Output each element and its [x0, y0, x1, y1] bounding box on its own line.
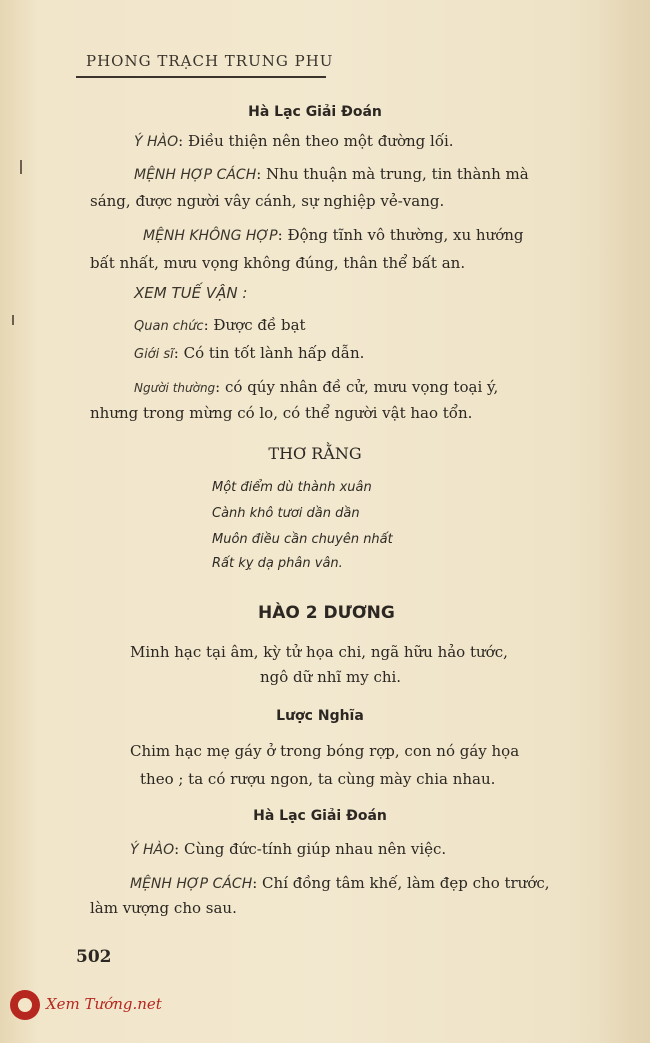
margin-mark	[12, 315, 14, 325]
section-title: Hà Lạc Giải Đoán	[253, 808, 387, 824]
y-hao-text: : Cùng đức-tính giúp nhau nên việc.	[174, 840, 447, 858]
nguoi-thuong-text-cont: nhưng trong mừng có lo, có thể người vật hao tổn.	[90, 404, 473, 422]
running-head-rule	[76, 76, 326, 78]
section-title: Hà Lạc Giải Đoán	[248, 104, 382, 120]
page-edge-shadow	[570, 0, 650, 1043]
menh-hop-text: : Chí đồng tâm khế, làm đẹp cho trước,	[252, 874, 550, 892]
luoc-nghia-text: Chim hạc mẹ gáy ở trong bóng rợp, con nó gáy họa	[130, 742, 520, 760]
poem-line: Rất kỵ dạ phân vân.	[212, 556, 343, 571]
poem-heading: THƠ RẰNG	[268, 444, 362, 463]
luoc-nghia-text-cont: theo ; ta có rượu ngon, ta cùng mày chia nhau.	[140, 770, 496, 788]
margin-mark	[20, 160, 22, 174]
menh-hop-text: : Nhu thuận mà trung, tin thành mà	[256, 165, 529, 183]
gioi-si-label: Giới sĩ	[134, 347, 174, 362]
hao-2-heading: HÀO 2 DƯƠNG	[258, 603, 395, 623]
nguoi-thuong-label: Người thường	[134, 381, 216, 395]
site-watermark: Xem Tướng.net	[46, 995, 162, 1013]
quan-chuc-label: Quan chức	[134, 319, 204, 334]
running-head: PHONG TRẠCH TRUNG PHU	[86, 52, 334, 70]
nguoi-thuong-text: : có qúy nhân đề cử, mưu vọng toại ý,	[215, 378, 499, 396]
poem-line: Muôn điều cần chuyên nhất	[212, 532, 393, 547]
luoc-nghia-title: Lược Nghĩa	[276, 708, 364, 724]
y-hao-label: Ý HÀO	[130, 842, 175, 858]
menh-hop-label: MỆNH HỢP CÁCH	[130, 876, 253, 892]
verse-line: ngô dữ nhĩ my chi.	[260, 668, 402, 686]
xem-tue-van-label: XEM TUẾ VẬN :	[134, 284, 248, 302]
y-hao-label: Ý HÀO	[134, 134, 179, 150]
poem-line: Cành khô tươi dần dần	[212, 506, 360, 521]
menh-hop-text-cont: sáng, được người vây cánh, sự nghiệp vẻ-vang.	[90, 192, 445, 210]
yin-yang-logo-icon	[10, 990, 40, 1020]
y-hao-text: : Điều thiện nên theo một đường lối.	[178, 132, 454, 150]
menh-khong-text-cont: bất nhất, mưu vọng không đúng, thân thể bất an.	[90, 254, 466, 272]
menh-khong-text: : Động tĩnh vô thường, xu hướng	[277, 226, 524, 244]
quan-chuc-text: : Được đề bạt	[203, 316, 306, 334]
menh-hop-label: MỆNH HỢP CÁCH	[134, 167, 257, 183]
page-number: 502	[76, 947, 112, 967]
menh-hop-text-cont: làm vượng cho sau.	[90, 899, 237, 917]
poem-line: Một điểm dù thành xuân	[212, 480, 372, 495]
gioi-si-text: : Có tin tốt lành hấp dẫn.	[173, 344, 365, 362]
verse-line: Minh hạc tại âm, kỳ tử họa chi, ngã hữu hảo tước,	[130, 643, 508, 661]
menh-khong-label: MỆNH KHÔNG HỢP	[143, 228, 278, 244]
